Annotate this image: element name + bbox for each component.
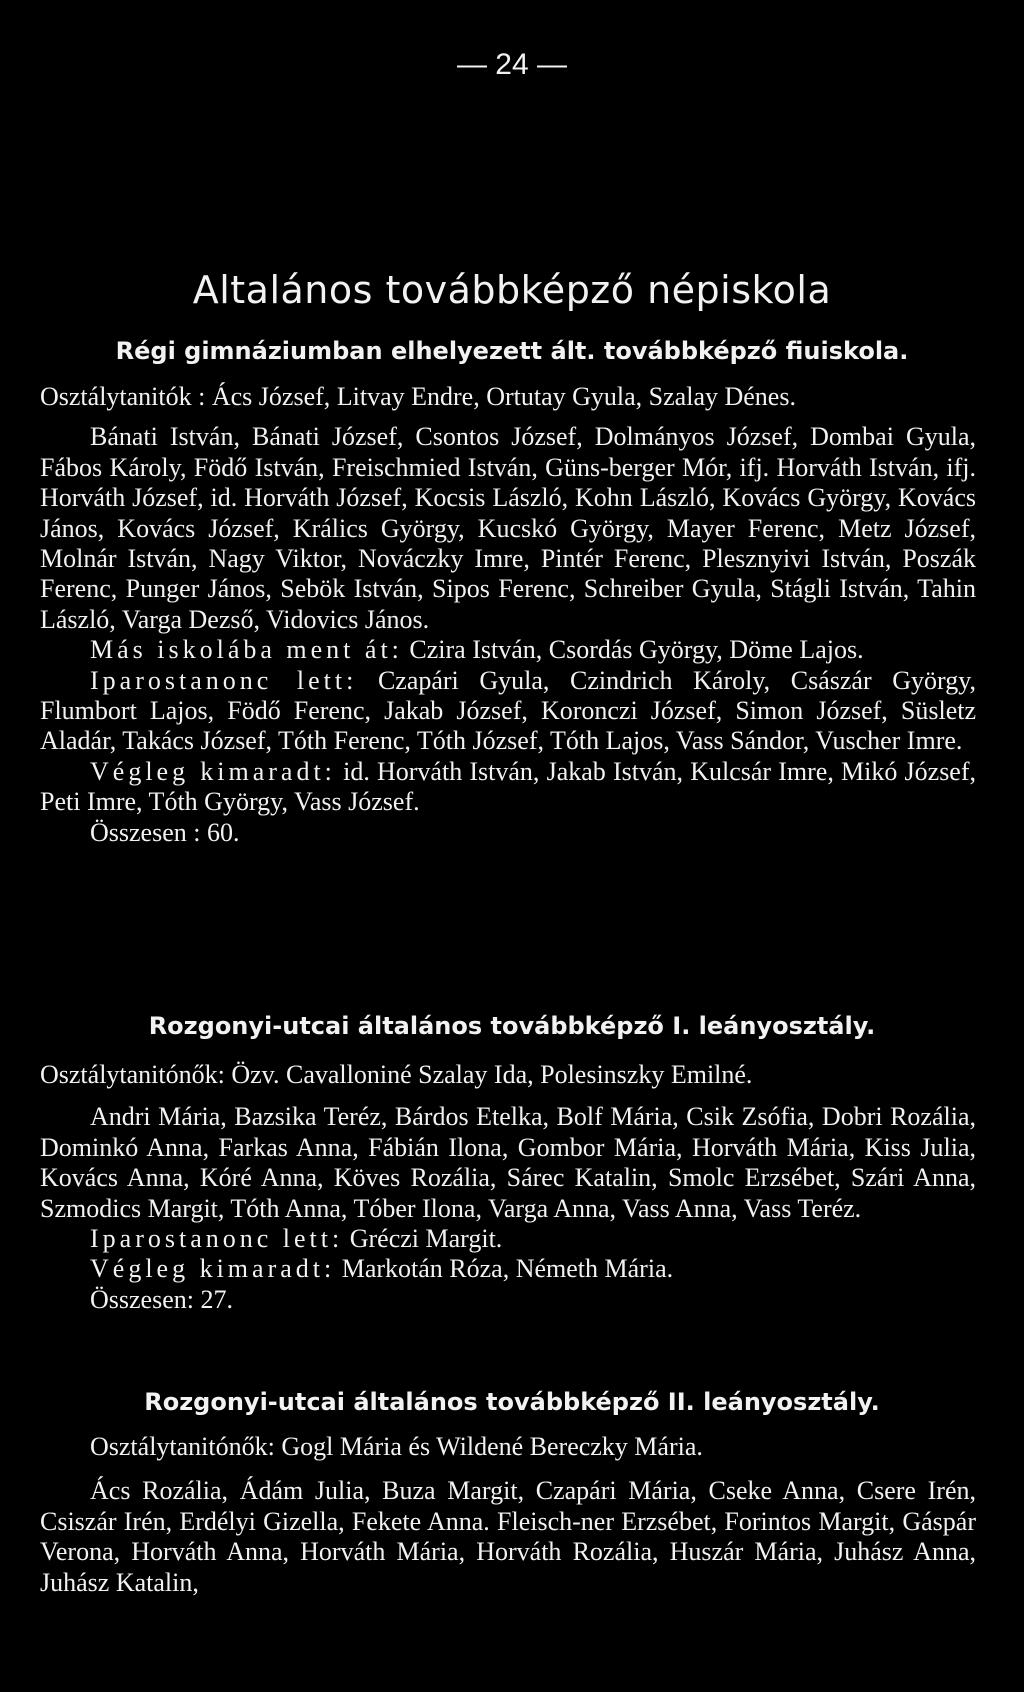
section-1-apprentice [40,666,976,757]
transferred-label: Más iskolába ment át: [90,635,403,665]
section-2-apprentice [40,1224,976,1254]
dropout-names: id. Horváth István, Jakab István, Kulcsár Imre, Mikó József, Peti Imre, Tóth György, Vass József. [40,756,977,817]
section-1-total: Összesen : 60. [90,817,240,847]
apprentice-names: Gréczi Margit. [349,1224,503,1254]
apprentice-label: Iparostanonc lett: [90,665,358,695]
section-1-body [40,382,976,848]
section-1-title: Régi gimnáziumban elhelyezett ált. továbbképző fiuiskola. [115,337,909,365]
page-title: Altalános továbbképző népiskola [192,268,832,312]
section-2-teachers: Osztálytanitónők: Özv. Cavalloniné Szalay Ida, Polesinszky Emilné. [40,1060,753,1089]
section-1-transferred [40,635,976,665]
dropout-label: Végleg kimaradt: [90,756,336,786]
section-2-title: Rozgonyi-utcai általános továbbképző I. leányosztály. [148,1012,876,1040]
section-2-students: Andri Mária, Bazsika Teréz, Bárdos Etelka, Bolf Mária, Csik Zsófia, Dobri Rozália, Dominkó Anna, Farkas Anna, Fábián Ilona, Gombor Mária, Horváth Mária, Kiss Julia, Kovács Anna, Kóré Anna, Köves Rozália, Sárec Katalin, Smolc Erzsébet, Szári Anna, Szmodics Margit, Tóth Anna, Tóber Ilona, Varga Anna, Vass Anna, Vass Teréz. [40,1102,976,1223]
page-number: — 24 — [456,48,568,81]
section-1-students: Bánati István, Bánati József, Csontos József, Dolmányos József, Dombai Gyula, Fábos Károly, Födő István, Freischmied István, Güns-berger Mór, ifj. Horváth István, ifj. Horváth József, id. Horváth József, Kocsis László, Kohn László, Kovács György, Kovács János, Kovács József, Králics György, Kucskó György, Mayer Ferenc, Metz József, Molnár István, Nagy Viktor, Nováczky Imre, Pintér Ferenc, Plesznyivi István, Poszák Ferenc, Punger János, Sebök István, Sipos Ferenc, Schreiber Gyula, Stágli István, Tahin László, Varga Dezső, Vidovics János. [40,422,976,634]
section-1-teachers: Osztálytanitók : Ács József, Litvay Endre, Ortutay Gyula, Szalay Dénes. [40,382,796,411]
dropout-label: Végleg kimaradt: [90,1254,336,1284]
transferred-names: Czira István, Csordás György, Döme Lajos. [409,635,864,665]
section-3-title: Rozgonyi-utcai általános továbbképző II. leányosztály. [144,1388,880,1416]
apprentice-label: Iparostanonc lett: [90,1224,344,1254]
section-3-body [40,1432,976,1598]
dropout-names: Markotán Róza, Németh Mária. [341,1254,674,1284]
section-2-total: Összesen: 27. [90,1284,233,1314]
section-3-students: Ács Rozália, Ádám Julia, Buza Margit, Czapári Mária, Cseke Anna, Csere Irén, Csiszár Irén, Erdélyi Gizella, Fekete Anna. Fleisch-ner Erzsébet, Forintos Margit, Gáspár Verona, Horváth Anna, Horváth Mária, Horváth Rozália, Huszár Mária, Juhász Anna, Juhász Katalin, [40,1476,976,1597]
section-3-teachers: Osztálytanitónők: Gogl Mária és Wildené Bereczky Mária. [90,1432,703,1461]
apprentice-names: Czapári Gyula, Czindrich Károly, Császár György, Flumbort Lajos, Födő Ferenc, Jakab József, Koronczi József, Simon József, Süsletz Aladár, Takács József, Tóth Ferenc, Tóth József, Tóth Lajos, Vass Sándor, Vuscher Imre. [40,665,977,756]
section-1-dropout [40,757,976,818]
section-2-dropout [40,1254,976,1284]
section-2-body [40,1060,976,1315]
